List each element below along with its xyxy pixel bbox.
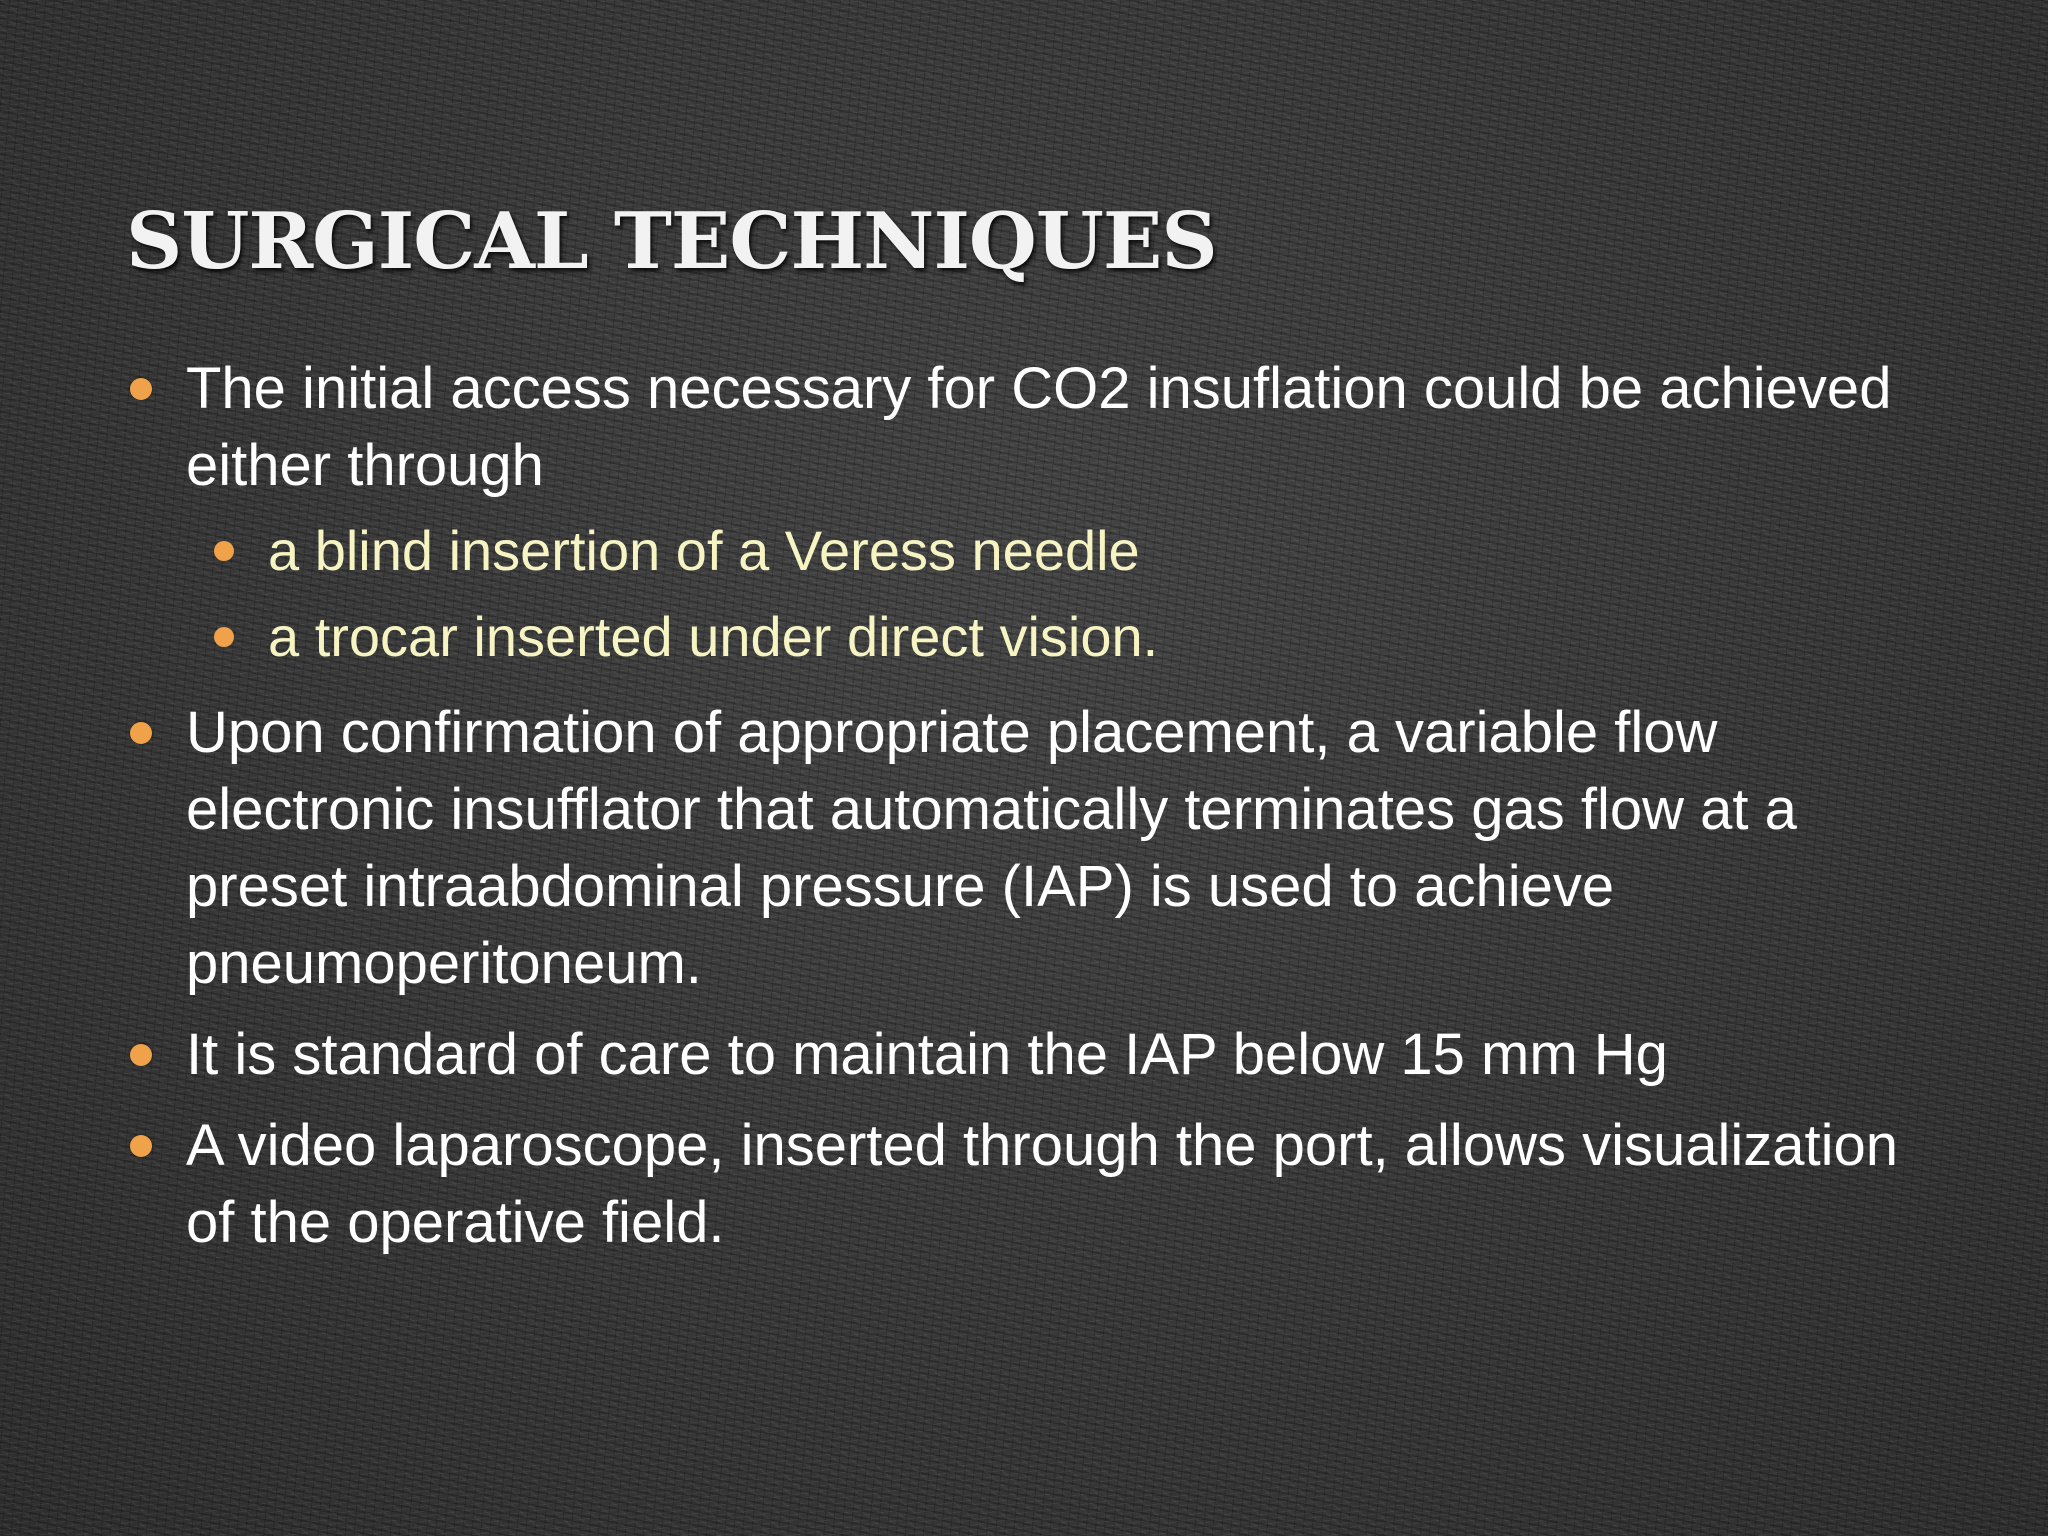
bullet-item [126,1016,1926,1093]
bullet-dot-icon [130,1044,152,1066]
bullet-text: The initial access necessary for CO2 insuflation could be achieved either through [186,356,1892,498]
bullet-text: Upon confirmation of appropriate placement, a variable flow electronic insufflator that automatically terminates gas flow at a preset intraabdominal pressure (IAP) is used to achieve pneumoperitoneum. [186,700,1797,996]
bullet-text: A video laparoscope, inserted through the port, allows visualization of the operative field. [186,1113,1899,1255]
bullet-dot-icon [130,722,152,744]
bullet-dot-icon [130,378,152,400]
bullet-item [126,350,1926,680]
slide-title: SURGICAL TECHNIQUES [126,196,1217,287]
sub-bullet-text: a blind insertion of a Veress needle [268,519,1140,582]
bullet-dot-icon [130,1135,152,1157]
sub-bullet-dot-icon [214,541,234,561]
sub-bullet-list [186,508,1926,680]
sub-bullet-dot-icon [214,627,234,647]
bullet-item [126,694,1926,1002]
bullet-list [126,350,1926,1275]
sub-bullet-item [186,594,1926,680]
bullet-item [126,1107,1926,1261]
sub-bullet-item [186,508,1926,594]
bullet-text: It is standard of care to maintain the IAP below 15 mm Hg [186,1022,1668,1087]
sub-bullet-text: a trocar inserted under direct vision. [268,605,1159,668]
